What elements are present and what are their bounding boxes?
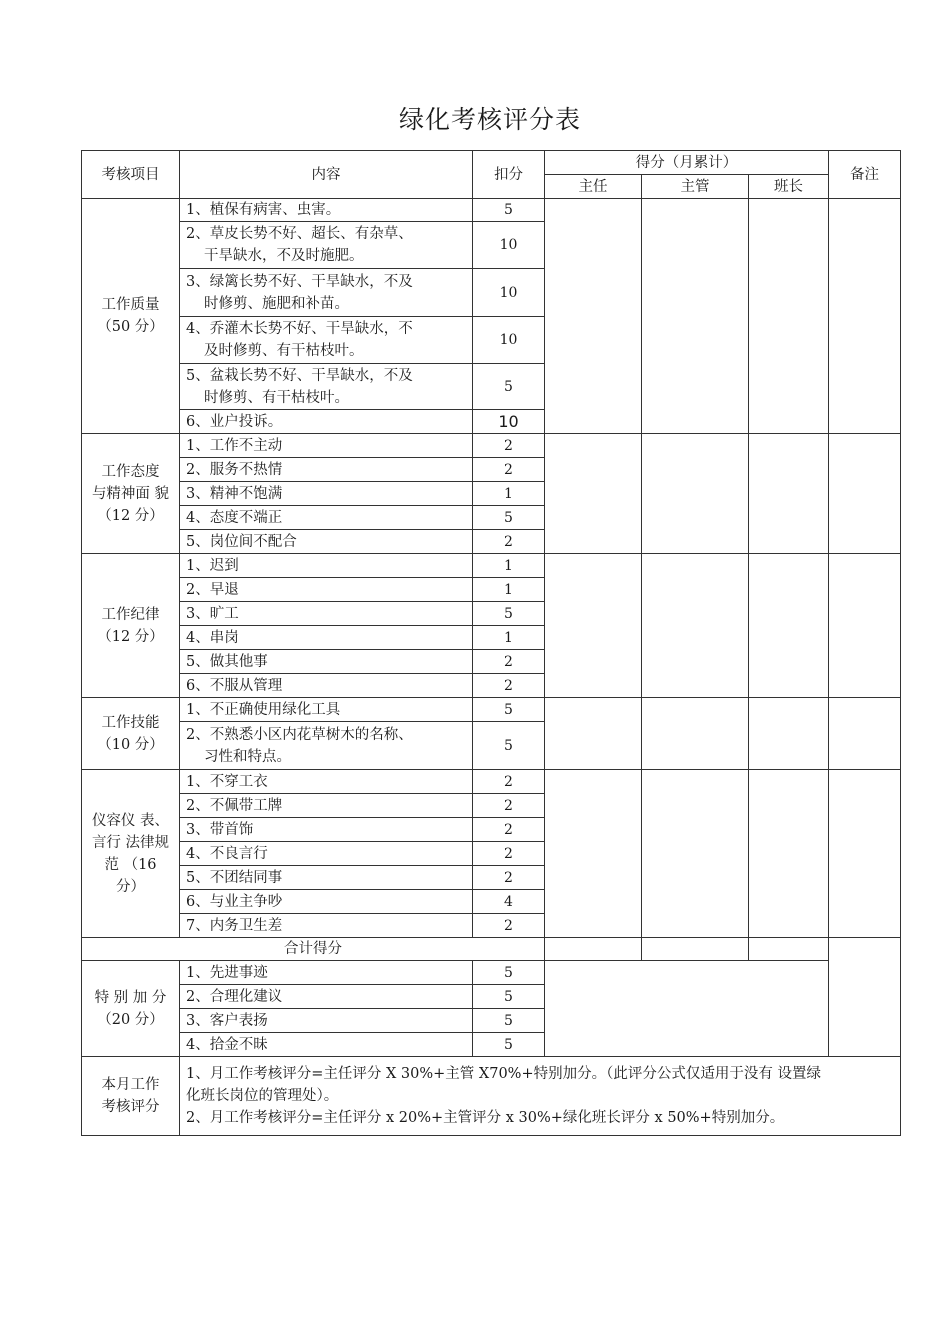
item-text-line: 3、旷工 xyxy=(186,605,239,622)
deduct-points: 2 xyxy=(473,842,545,866)
deduct-points: 5 xyxy=(473,698,545,722)
table-row xyxy=(82,199,901,222)
supervisor-score[interactable] xyxy=(642,770,749,938)
deduct-points: 2 xyxy=(473,650,545,674)
item-text-line: 及时修剪、有干枯枝叶。 xyxy=(204,343,364,359)
remark-cell[interactable] xyxy=(829,770,901,938)
item-text-line: 3、带首饰 xyxy=(186,821,254,838)
header-deduct: 扣分 xyxy=(473,151,545,199)
item-text-line: 7、内务卫生差 xyxy=(186,917,283,934)
deduct-points: 2 xyxy=(473,914,545,938)
table-row xyxy=(82,434,901,458)
score-table xyxy=(81,150,901,1136)
bonus-item: 1、先进事迹 xyxy=(180,961,473,985)
deduct-points: 5 xyxy=(473,602,545,626)
item-content xyxy=(180,818,473,842)
remark-cell[interactable] xyxy=(829,698,901,770)
bonus-points: 5 xyxy=(473,985,545,1009)
item-text-line: 1、不穿工衣 xyxy=(186,773,268,790)
remark-cell[interactable] xyxy=(829,199,901,434)
table-row xyxy=(82,770,901,794)
header-row xyxy=(82,151,901,175)
item-content xyxy=(180,602,473,626)
item-content xyxy=(180,722,473,770)
monthly-row xyxy=(82,1057,901,1136)
category-name-line: 工作纪律 xyxy=(101,606,160,623)
supervisor-score[interactable] xyxy=(642,698,749,770)
deduct-points: 10 xyxy=(473,222,545,269)
director-score[interactable] xyxy=(545,698,642,770)
item-text-line: 6、不服从管理 xyxy=(186,677,283,694)
category-name-line: 仪容仪 表、 xyxy=(91,812,170,829)
item-text-line: 5、做其他事 xyxy=(186,653,268,670)
deduct-points: 2 xyxy=(473,434,545,458)
item-content xyxy=(180,626,473,650)
item-text-line: 1、工作不主动 xyxy=(186,437,283,454)
deduct-points: 5 xyxy=(473,199,545,222)
remark-cell[interactable] xyxy=(829,434,901,554)
header-director: 主任 xyxy=(545,175,642,199)
remark-cell[interactable] xyxy=(829,554,901,698)
item-text-line: 2、早退 xyxy=(186,581,239,598)
category-name-line: 言行 法律规 xyxy=(91,834,170,851)
bonus-points: 5 xyxy=(473,1033,545,1057)
supervisor-score[interactable] xyxy=(642,199,749,434)
header-leader: 班长 xyxy=(749,175,829,199)
bonus-item: 4、拾金不昧 xyxy=(180,1033,473,1057)
category-name-line: 分） xyxy=(116,878,145,895)
deduct-points: 2 xyxy=(473,866,545,890)
item-text-line: 2、草皮长势不好、超长、有杂草、 xyxy=(186,226,413,242)
item-text-line: 习性和特点。 xyxy=(204,748,291,765)
item-content xyxy=(180,914,473,938)
deduct-points: 2 xyxy=(473,818,545,842)
formula-line: 2、月工作考核评分=主任评分 x 20%+主管评分 x 30%+绿化班长评分 x 50%+特别加分。 xyxy=(186,1110,785,1126)
item-text-line: 5、盆栽长势不好、干旱缺水，不及 xyxy=(186,367,413,384)
bonus-score-cell[interactable] xyxy=(545,961,829,1057)
deduct-points: 1 xyxy=(473,626,545,650)
category-name-line: 工作态度 xyxy=(101,463,160,480)
category-name-line: （12 分） xyxy=(97,507,164,524)
item-content xyxy=(180,269,473,317)
bonus-category-cell xyxy=(82,961,180,1057)
bonus-points: 5 xyxy=(473,1009,545,1033)
bonus-points: 5 xyxy=(473,961,545,985)
bonus-row xyxy=(82,961,901,985)
item-content xyxy=(180,890,473,914)
header-content: 内容 xyxy=(180,151,473,199)
deduct-points: 2 xyxy=(473,530,545,554)
item-content xyxy=(180,434,473,458)
item-content xyxy=(180,317,473,364)
item-content xyxy=(180,698,473,722)
item-text-line: 4、态度不端正 xyxy=(186,509,283,526)
deduct-points: 2 xyxy=(473,794,545,818)
total-leader[interactable] xyxy=(749,938,829,961)
bonus-item: 2、合理化建议 xyxy=(180,985,473,1009)
item-text-line: 1、植保有病害、虫害。 xyxy=(186,202,341,218)
director-score[interactable] xyxy=(545,554,642,698)
deduct-points: 1 xyxy=(473,578,545,602)
item-content xyxy=(180,482,473,506)
item-text-line: 1、迟到 xyxy=(186,557,239,574)
item-text-line: 4、不良言行 xyxy=(186,845,268,862)
category-cell xyxy=(82,770,180,938)
total-label: 合计得分 xyxy=(82,938,545,961)
category-name-line: （10 分） xyxy=(97,736,164,753)
item-content xyxy=(180,199,473,222)
item-content xyxy=(180,222,473,269)
item-content xyxy=(180,842,473,866)
table-row xyxy=(82,554,901,578)
header-category: 考核项目 xyxy=(82,151,180,199)
category-name-line: 与精神面 貌 xyxy=(91,485,170,502)
leader-score[interactable] xyxy=(749,554,829,698)
deduct-points: 5 xyxy=(473,364,545,410)
leader-score[interactable] xyxy=(749,698,829,770)
category-cell xyxy=(82,199,180,434)
header-score: 得分（月累计） xyxy=(545,151,829,175)
item-content xyxy=(180,674,473,698)
item-content xyxy=(180,554,473,578)
item-content xyxy=(180,794,473,818)
header-supervisor: 主管 xyxy=(642,175,749,199)
item-text-line: 4、串岗 xyxy=(186,629,239,646)
bonus-category-name-line: （20 分） xyxy=(97,1011,164,1028)
category-name-line: 工作技能 xyxy=(101,714,160,731)
item-text-line: 2、服务不热情 xyxy=(186,461,283,478)
item-text-line: 时修剪、有干枯枝叶。 xyxy=(204,389,349,406)
item-text-line: 5、岗位间不配合 xyxy=(186,533,297,550)
leader-score[interactable] xyxy=(749,434,829,554)
monthly-category-cell xyxy=(82,1057,180,1136)
supervisor-score[interactable] xyxy=(642,554,749,698)
category-name-line: （50 分） xyxy=(97,319,164,335)
deduct-points: 2 xyxy=(473,770,545,794)
item-content xyxy=(180,578,473,602)
item-text-line: 干旱缺水，不及时施肥。 xyxy=(204,248,364,264)
category-cell xyxy=(82,554,180,698)
item-content xyxy=(180,364,473,410)
category-name-line: （12 分） xyxy=(97,628,164,645)
category-name-line: 工作质量 xyxy=(101,297,160,313)
total-director[interactable] xyxy=(545,938,642,961)
deduct-points: 2 xyxy=(473,458,545,482)
item-text-line: 时修剪、施肥和补苗。 xyxy=(204,295,349,312)
monthly-category-name-line: 考核评分 xyxy=(101,1099,160,1115)
director-score[interactable] xyxy=(545,434,642,554)
leader-score[interactable] xyxy=(749,199,829,434)
deduct-points: 10 xyxy=(473,410,545,434)
item-text-line: 1、不正确使用绿化工具 xyxy=(186,701,341,718)
deduct-points: 5 xyxy=(473,506,545,530)
item-content xyxy=(180,650,473,674)
item-content xyxy=(180,530,473,554)
item-text-line: 6、业户投诉。 xyxy=(186,413,283,430)
monthly-category-name-line: 本月工作 xyxy=(101,1077,160,1093)
item-content xyxy=(180,506,473,530)
item-text-line: 5、不团结同事 xyxy=(186,869,283,886)
deduct-points: 1 xyxy=(473,482,545,506)
deduct-points: 4 xyxy=(473,890,545,914)
deduct-points: 5 xyxy=(473,722,545,770)
category-cell xyxy=(82,434,180,554)
deduct-points: 2 xyxy=(473,674,545,698)
item-text-line: 4、乔灌木长势不好、干旱缺水，不 xyxy=(186,321,413,337)
supervisor-score[interactable] xyxy=(642,434,749,554)
bonus-item: 3、客户表扬 xyxy=(180,1009,473,1033)
item-text-line: 6、与业主争吵 xyxy=(186,893,283,910)
remark-cell[interactable] xyxy=(829,938,901,1057)
item-text-line: 3、绿篱长势不好、干旱缺水，不及 xyxy=(186,273,413,290)
formula-line: 1、月工作考核评分=主任评分 X 30%+主管 X70%+特别加分。（此评分公式仅适用于没有 设置绿 xyxy=(186,1066,821,1082)
item-text-line: 2、不佩带工牌 xyxy=(186,797,283,814)
item-content xyxy=(180,410,473,434)
item-content xyxy=(180,770,473,794)
total-row xyxy=(82,938,901,961)
deduct-points: 10 xyxy=(473,317,545,364)
monthly-formula xyxy=(180,1057,901,1136)
deduct-points: 1 xyxy=(473,554,545,578)
director-score[interactable] xyxy=(545,199,642,434)
header-remark: 备注 xyxy=(829,151,901,199)
item-text-line: 3、精神不饱满 xyxy=(186,485,283,502)
item-text-line: 2、不熟悉小区内花草树木的名称、 xyxy=(186,726,413,743)
page-title: 绿化考核评分表 xyxy=(398,105,581,134)
leader-score[interactable] xyxy=(749,770,829,938)
total-supervisor[interactable] xyxy=(642,938,749,961)
table-row xyxy=(82,698,901,722)
item-content xyxy=(180,866,473,890)
category-name-line: 范 （16 xyxy=(104,856,157,873)
director-score[interactable] xyxy=(545,770,642,938)
formula-line: 化班长岗位的管理处）。 xyxy=(186,1088,339,1104)
bonus-category-name-line: 特 别 加 分 xyxy=(94,989,167,1006)
item-content xyxy=(180,458,473,482)
category-cell xyxy=(82,698,180,770)
deduct-points: 10 xyxy=(473,269,545,317)
